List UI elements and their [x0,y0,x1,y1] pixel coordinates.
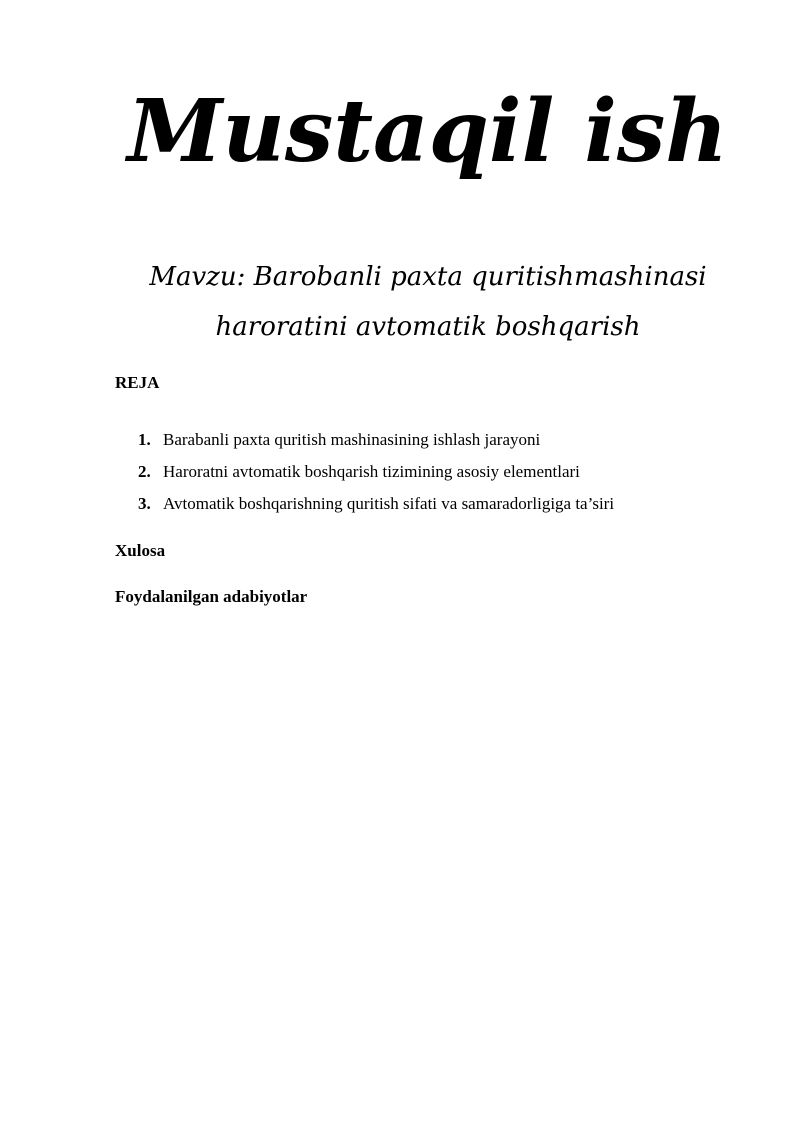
plan-item-number: 1. [138,430,151,449]
plan-heading: REJA [115,373,160,392]
plan-item-text: Haroratni avtomatik boshqarish tizimining asosiy elementlari [163,462,580,481]
plan-item-number: 3. [138,494,151,513]
references-heading: Foydalanilgan adabiyotlar [115,587,308,606]
plan-list [138,424,614,520]
plan-item [138,488,614,520]
plan-item [138,424,614,456]
topic-heading [0,252,800,352]
plan-item-number: 2. [138,462,151,481]
topic-line-2: haroratini avtomatik boshqarish [215,312,641,342]
document-title: Mustaqil ish [127,81,728,182]
topic-line-1: Mavzu: Barobanli paxta quritishmashinasi [149,262,707,292]
plan-item-text: Barabanli paxta quritish mashinasining ishlash jarayoni [163,430,541,449]
plan-item-text: Avtomatik boshqarishning quritish sifati va samaradorligiga ta’siri [163,494,615,513]
conclusion-heading: Xulosa [115,541,166,560]
plan-item [138,456,614,488]
